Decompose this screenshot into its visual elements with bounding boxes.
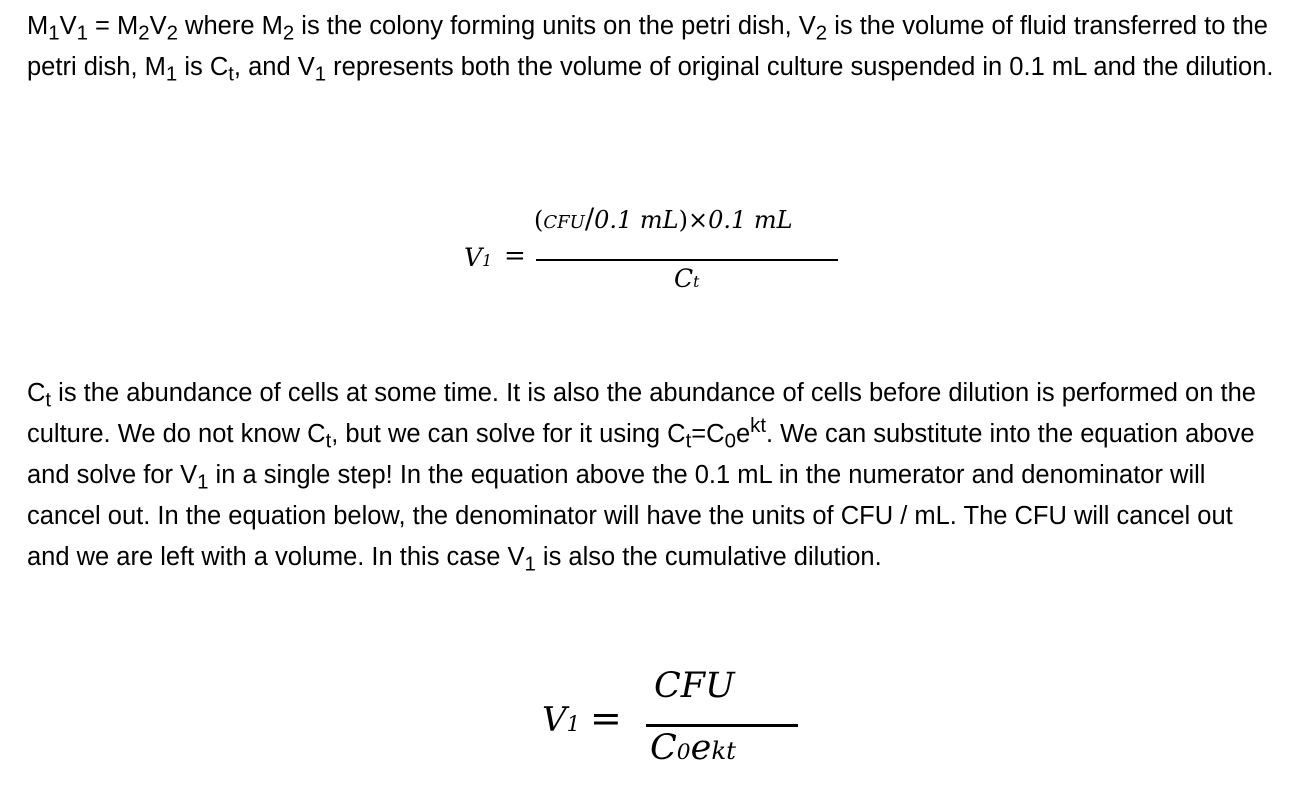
dilution-equation <box>460 200 860 310</box>
equation-denominator: Ct <box>674 264 700 293</box>
equation-lhs: V1 <box>542 700 580 740</box>
equation-numerator: CFU <box>654 666 735 706</box>
equals-sign: = <box>590 696 622 740</box>
fraction-bar <box>646 724 798 727</box>
equation-numerator: (CFU/0.1 mL)×0.1 mL <box>534 202 793 235</box>
explanation-paragraph: $C_t$ is the abundance of cells at some time. It is also the abundance of cells before dilution is performed on the culture. We do not know $C_t$, but we can solve for it using $C_t=C_0e^{kt}$. We can substitute into the equation above and solve for $V_1$ in a single step! In the equation above the 0.1 mL in the numerator and denominator will cancel out. In the equation below, the denominator will have the units of CFU / mL. The CFU will cancel out and we are left with a volume. In this case $V_1$ is also the cumulative dilution. <box>27 379 1256 576</box>
intro-paragraph: $M_1V_1 = M_2V_2$ where $M_2$ is the colony forming units on the petri dish, $V_2$ is the volume of fluid transferred to the petri dish, $M_1$ is $C_t$, and $V_1$ represents both the volume of original culture suspended in 0.1 mL and the dilution. <box>27 12 1274 86</box>
cumulative-dilution-equation <box>540 658 780 790</box>
equation-denominator: C0ekt <box>650 728 737 768</box>
equals-sign: = <box>504 241 526 271</box>
fraction-bar <box>536 259 838 261</box>
equation-lhs: V1 <box>464 243 492 272</box>
